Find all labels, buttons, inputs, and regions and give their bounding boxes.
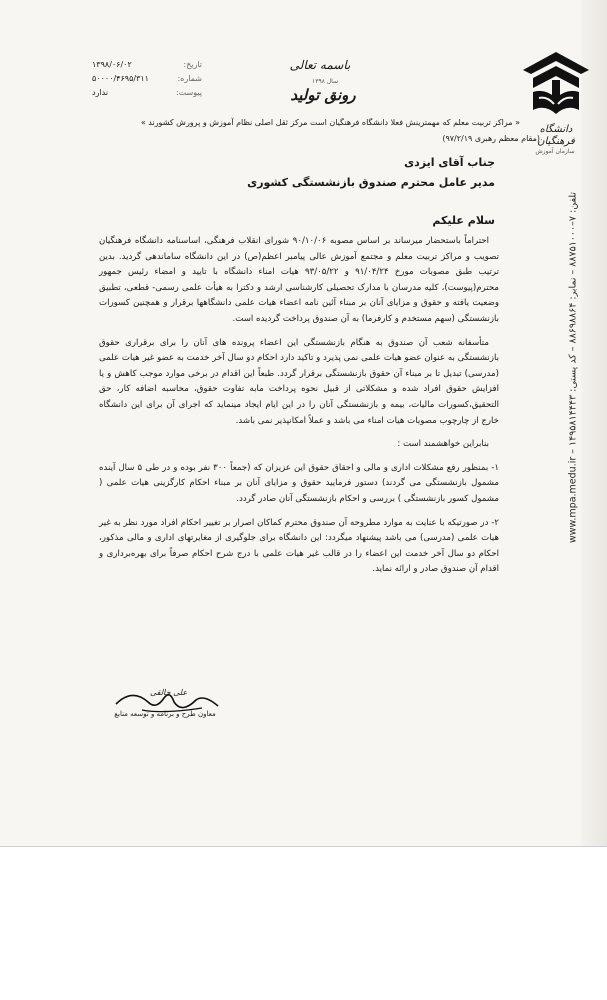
recipient-title: مدیر عامل محترم صندوق بازنشستگی کشوری <box>247 176 495 189</box>
greeting: سلام علیکم <box>432 214 495 227</box>
quote-source: (مقام معظم رهبری ۹۷/۲/۱۹) <box>442 134 540 143</box>
university-name: دانشگاه فرهنگیان <box>537 124 575 147</box>
body-paragraph-1: احتراماً باستحضار میرساند بر اساس مصوبه ۹۰/۱۰/۰۶ شورای انقلاب فرهنگی، اساسنامه دانشگاه فرهنگیان تصویب و مراکز تربیت معلم و مجتمع آموزش عالی پیامبر اعظم(ص) در این دانشگاه ساماندهی گردید. بدین ترتیب طبق مصوبات مورخ ۹۱/۰۴/۲۴ و ۹۳/۰۵/۲۲ هیات امناء دانشگاه با تایید و امضاء رئیس جمهور محترم(پیوست)، کلیه مدرسان با مدارک تحصیلی کارشناسی ارشد و دکترا به هیأت علمی رسمی- قطعی، تطبیق وضعیت یافته و حقوق و مزایای آنان بر مبناء آئین نامه اعضاء هیات علمی دانشگاهها برقرار و همچنین کسورات بازنشستگی (سهم مستخدم و کارفرما) به آن صندوق پرداخت گردیده است. <box>99 236 499 324</box>
bismillah: باسمه تعالی <box>289 58 351 72</box>
date-row <box>92 58 202 72</box>
attachment-label: پیوست: <box>175 88 202 97</box>
number-row <box>92 72 202 86</box>
signatory-title: معاون طرح و برنامه و توسعه منابع <box>114 710 216 718</box>
signatory-name: علی خالقی <box>150 688 188 697</box>
attachment-value: ندارد <box>92 88 109 97</box>
body-paragraph-3: بنابراین خواهشمند است : <box>397 439 489 450</box>
date-label: تاریخ: <box>183 60 202 69</box>
year-label: سال ۱۳۹۸ <box>312 78 339 85</box>
body-paragraph-2: متأسفانه شعب آن صندوق به هنگام بازنشستگی این اعضاء پرونده های آنان را برای برقراری حقوق بازنشستگی به عنوان عضو هیات علمی نمی پذیرد و تاکید دارد احکام دو سال آخر خدمت به عضو غیر هیات علمی (مدرسی) تبدیل تا بر مبناء آن حقوق بازنشستگی برقرار گردد. طبعاً این اقدام در برخی موارد موجب کاهش و یا افزایش حقوق افراد شده و مشکلاتی از قبیل نحوه پرداخت مابه تفاوت حقوق، محاسبه اضافه کار، حق التحقیق،کسورات مالیات، بیمه و بازنشستگی آنان را در این ایام ایجاد مینماید که اجرای آن برای این دانشگاه خارج از چارچوب مصوبات هیات امناء می باشد و عملاً امکانپذیر نمی باشد. <box>99 337 499 426</box>
number-label: شماره: <box>177 74 202 83</box>
year-slogan: رونق تولید <box>290 86 356 104</box>
body-paragraph-5: ۲- در صورتیکه با عنایت به موارد مطروحه آن صندوق محترم کماکان اصرار بر تغییر احکام افراد مورد نظر به غیر هیات علمی (مدرسی) می باشد پیشنهاد میگردد: این دانشگاه برای جلوگیری از مغایرتهای اداری و مالی مذکور، احکام دو سال آخر خدمت این اعضاء را در قالب غیر هیات علمی با درج شرح احکام صرفاً برای بهره‌برداری و اقدام آن صندوق صادر و ارائه نماید. <box>99 517 499 575</box>
attachment-row <box>92 86 202 100</box>
body-paragraph-4: ۱- بمنظور رفع مشکلات اداری و مالی و احقاق حقوق این عزیزان که (جمعاً ۳۰۰ نفر بوده و در طی ۵ سال آینده مشمول بازنشستگی می گردند) دستور فرمایید حقوق و مزایای آنان بر مبناء احکام کارگزینی هیات علمی ( مشمول کسور بازنشستگی ) بررسی و احکام بازنشستگی آنان صادر گردد. <box>99 462 499 504</box>
contact-strip: تلفن: ۷–۸۸۷۵۱۰۰۰ – نمابر: ۸۸۶۹۸۸۶۴ – کد پستی: ۱۴۹۵۸۱۴۴۴۳ – www.mpa.medu.ir <box>567 191 579 544</box>
university-subtitle: سازمان آموزش <box>535 148 575 155</box>
header-quote: « مراکز تربیت معلم که مهمترینش فعلا دانشگاه فرهنگیان است مرکز ثقل اصلی نظام آموزش و پرورش کشورند » <box>140 118 520 127</box>
university-logo-icon <box>519 48 593 118</box>
number-value: ۵۰۰۰۰/۴۶۹۵/۳۱۱ <box>92 74 149 83</box>
letter-body <box>99 234 499 586</box>
letter-meta <box>92 58 202 100</box>
recipient-name: جناب آقای ایزدی <box>404 156 495 169</box>
date-value: ۱۳۹۸/۰۶/۰۲ <box>92 60 132 69</box>
